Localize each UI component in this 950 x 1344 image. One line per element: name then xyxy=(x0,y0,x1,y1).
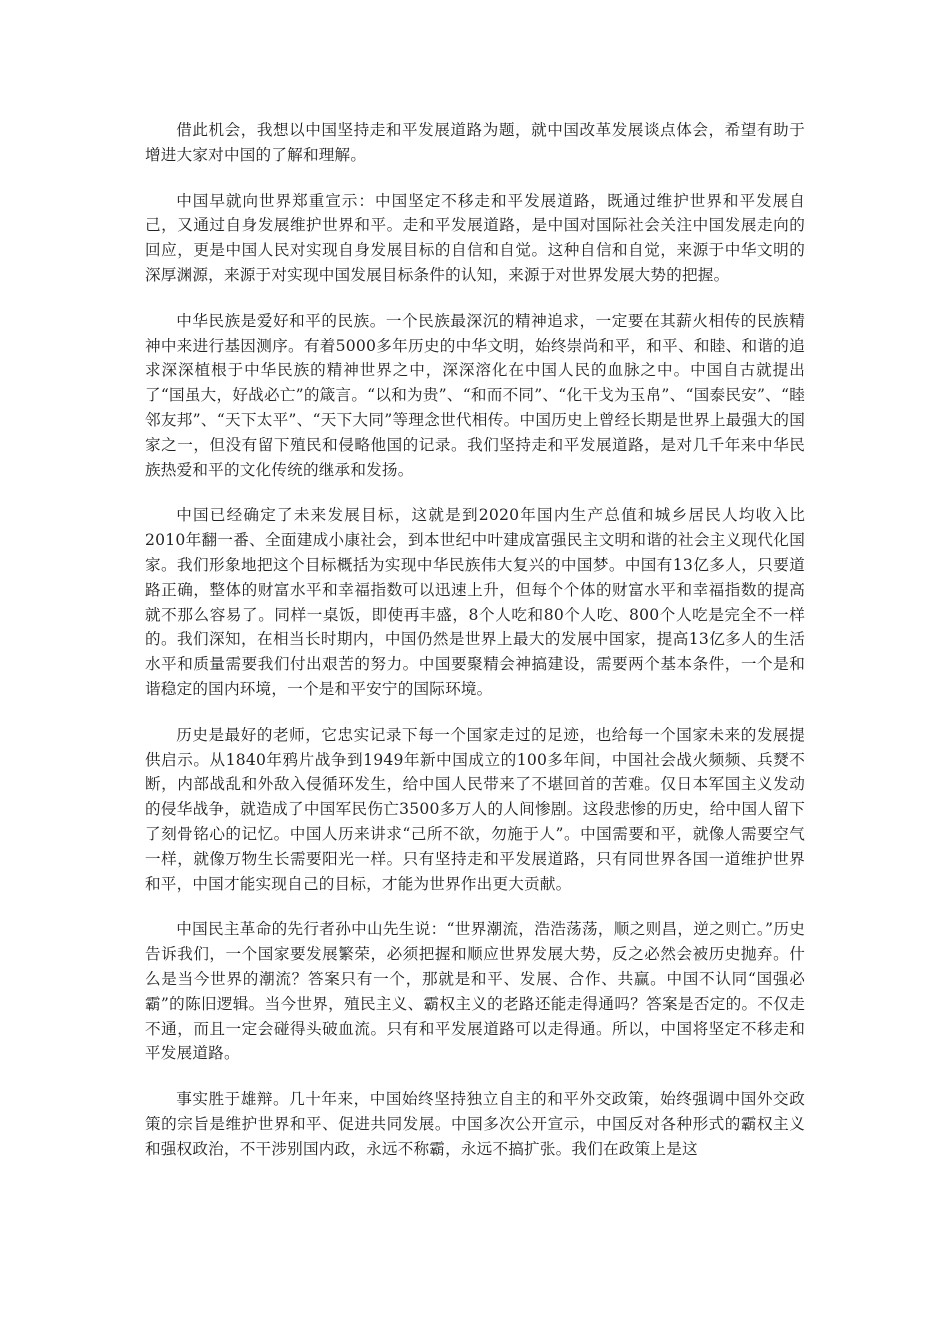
paragraph-2: 中国早就向世界郑重宣示：中国坚定不移走和平发展道路，既通过维护世界和平发展自己，又通过自身发展维护世界和平。走和平发展道路，是中国对国际社会关注中国发展走向的回应，更是中国人民对实现自身发展目标的自信和自觉。这种自信和自觉，来源于中华文明的深厚渊源，来源于对实现中国发展目标条件的认知，来源于对世界发展大势的把握。 xyxy=(145,191,805,284)
document-body xyxy=(145,118,805,1182)
paragraph-5: 历史是最好的老师，它忠实记录下每一个国家走过的足迹，也给每一个国家未来的发展提供启示。从1840年鸦片战争到1949年新中国成立的100多年间，中国社会战火频频、兵燹不断，内部战乱和外敌入侵循环发生，给中国人民带来了不堪回首的苦难。仅日本军国主义发动的侵华战争，就造成了中国军民伤亡3500多万人的人间惨剧。这段悲惨的历史，给中国人留下了刻骨铭心的记忆。中国人历来讲求“己所不欲，勿施于人”。中国需要和平，就像人需要空气一样，就像万物生长需要阳光一样。只有坚持走和平发展道路，只有同世界各国一道维护世界和平，中国才能实现自己的目标，才能为世界作出更大贡献。 xyxy=(145,725,805,893)
paragraph-1: 借此机会，我想以中国坚持走和平发展道路为题，就中国改革发展谈点体会，希望有助于增进大家对中国的了解和理解。 xyxy=(145,121,805,164)
paragraph-4: 中国已经确定了未来发展目标，这就是到2020年国内生产总值和城乡居民人均收入比2010年翻一番、全面建成小康社会，到本世纪中叶建成富强民主文明和谐的社会主义现代化国家。我们形象地把这个目标概括为实现中华民族伟大复兴的中国梦。中国有13亿多人，只要道路正确，整体的财富水平和幸福指数可以迅速上升，但每个个体的财富水平和幸福指数的提高就不那么容易了。同样一桌饭，即使再丰盛，8个人吃和80个人吃、800个人吃是完全不一样的。我们深知，在相当长时期内，中国仍然是世界上最大的发展中国家，提高13亿多人的生活水平和质量需要我们付出艰苦的努力。中国要聚精会神搞建设，需要两个基本条件，一个是和谐稳定的国内环境，一个是和平安宁的国际环境。 xyxy=(145,506,805,698)
paragraph-3: 中华民族是爱好和平的民族。一个民族最深沉的精神追求，一定要在其薪火相传的民族精神中来进行基因测序。有着5000多年历史的中华文明，始终崇尚和平，和平、和睦、和谐的追求深深植根于中华民族的精神世界之中，深深溶化在中国人民的血脉之中。中国自古就提出了“国虽大，好战必亡”的箴言。“以和为贵”、“和而不同”、“化干戈为玉帛”、“国泰民安”、“睦邻友邦”、“天下太平”、“天下大同”等理念世代相传。中国历史上曾经长期是世界上最强大的国家之一，但没有留下殖民和侵略他国的记录。我们坚持走和平发展道路，是对几千年来中华民族热爱和平的文化传统的继承和发扬。 xyxy=(145,311,805,479)
paragraph-6: 中国民主革命的先行者孙中山先生说：“世界潮流，浩浩荡荡，顺之则昌，逆之则亡。”历史告诉我们，一个国家要发展繁荣，必须把握和顺应世界发展大势，反之必然会被历史抛弃。什么是当今世界的潮流？答案只有一个，那就是和平、发展、合作、共赢。中国不认同“国强必霸”的陈旧逻辑。当今世界，殖民主义、霸权主义的老路还能走得通吗？答案是否定的。不仅走不通，而且一定会碰得头破血流。只有和平发展道路可以走得通。所以，中国将坚定不移走和平发展道路。 xyxy=(145,920,805,1063)
paragraph-7: 事实胜于雄辩。几十年来，中国始终坚持独立自主的和平外交政策，始终强调中国外交政策的宗旨是维护世界和平、促进共同发展。中国多次公开宣示，中国反对各种形式的霸权主义和强权政治，不干涉别国内政，永远不称霸，永远不搞扩张。我们在政策上是这 xyxy=(145,1090,805,1158)
